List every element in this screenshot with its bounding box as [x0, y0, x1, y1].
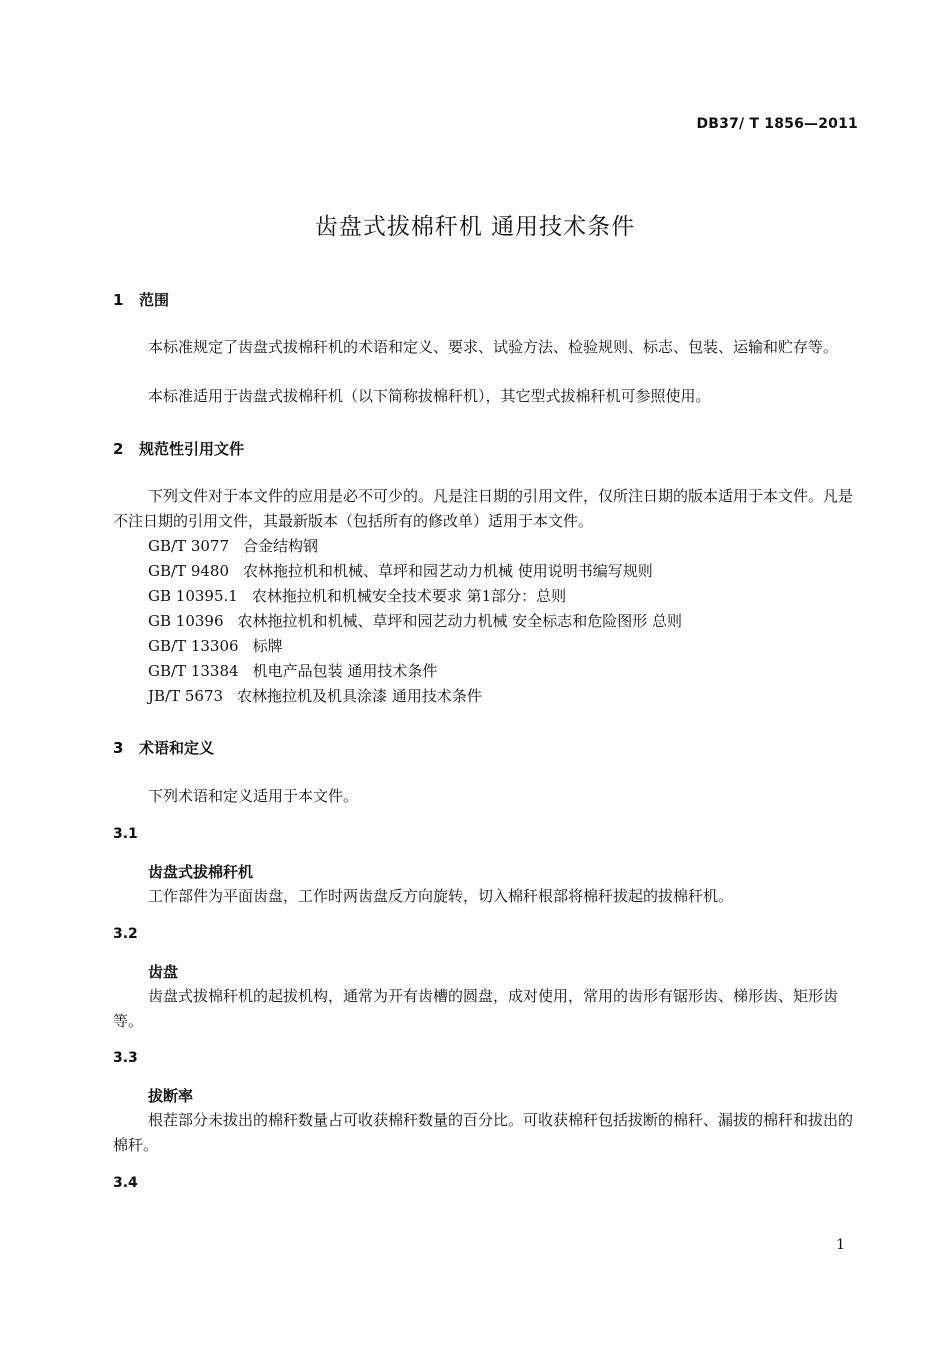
reference-code: JB/T 5673 — [148, 687, 224, 705]
reference-item — [148, 635, 283, 656]
section-heading-terms — [113, 737, 214, 758]
section-number: 3 — [113, 739, 124, 757]
standard-code: DB37/ T 1856—2011 — [696, 116, 858, 132]
normative-intro: 下列文件对于本文件的应用是必不可少的。凡是注日期的引用文件，仅所注日期的版本适用于本文件。凡是不注日期的引用文件，其最新版本（包括所有的修改单）适用于本文件。 — [113, 487, 854, 530]
reference-title: 农林拖拉机和机械、草坪和园艺动力机械 使用说明书编写规则 — [243, 562, 653, 580]
reference-item — [148, 560, 653, 581]
reference-item — [148, 685, 482, 706]
term-definition: 根茬部分未拔出的棉秆数量占可收获棉秆数量的百分比。可收获棉秆包括拔断的棉秆、漏拔的棉秆和拔出的棉秆。 — [113, 1111, 854, 1154]
terms-intro: 下列术语和定义适用于本文件。 — [148, 787, 359, 805]
reference-item — [148, 660, 437, 681]
scope-paragraph-1: 本标准规定了齿盘式拔棉秆机的术语和定义、要求、试验方法、检验规则、标志、包装、运输和贮存等。 — [148, 338, 839, 356]
reference-title: 农林拖拉机及机具涂漆 通用技术条件 — [237, 687, 482, 705]
section-title: 规范性引用文件 — [139, 440, 245, 458]
scope-paragraph-2: 本标准适用于齿盘式拔棉秆机（以下简称拔棉秆机），其它型式拔棉秆机可参照使用。 — [148, 387, 711, 405]
clause-number: 3.1 — [113, 826, 138, 842]
term-name: 拔断率 — [148, 1087, 194, 1105]
term-definition: 齿盘式拔棉秆机的起拔机构，通常为开有齿槽的圆盘，成对使用，常用的齿形有锯形齿、梯形齿、矩形齿等。 — [113, 987, 839, 1030]
clause-number: 3.2 — [113, 926, 138, 942]
reference-item — [148, 610, 682, 631]
reference-code: GB 10395.1 — [148, 587, 238, 605]
term-definition: 工作部件为平面齿盘，工作时两齿盘反方向旋转，切入棉秆根部将棉秆拔起的拔棉秆机。 — [148, 887, 734, 905]
reference-item — [148, 535, 318, 556]
reference-title: 标牌 — [252, 637, 283, 655]
page-number: 1 — [836, 1237, 845, 1253]
reference-code: GB/T 3077 — [148, 537, 230, 555]
reference-code: GB/T 9480 — [148, 562, 230, 580]
clause-number: 3.4 — [113, 1175, 138, 1191]
reference-title: 农林拖拉机和机械安全技术要求 第1部分：总则 — [251, 587, 567, 605]
section-heading-scope — [113, 289, 169, 310]
reference-title: 机电产品包装 通用技术条件 — [252, 662, 438, 680]
section-title: 术语和定义 — [139, 739, 215, 757]
reference-item — [148, 585, 566, 606]
clause-number: 3.3 — [113, 1050, 138, 1066]
section-number: 2 — [113, 440, 124, 458]
term-name: 齿盘式拔棉秆机 — [148, 863, 254, 881]
section-number: 1 — [113, 291, 124, 309]
reference-code: GB 10396 — [148, 612, 224, 630]
section-heading-normative — [113, 438, 244, 459]
reference-code: GB/T 13306 — [148, 637, 239, 655]
reference-title: 合金结构钢 — [243, 537, 319, 555]
term-name: 齿盘 — [148, 963, 179, 981]
reference-title: 农林拖拉机和机械、草坪和园艺动力机械 安全标志和危险图形 总则 — [237, 612, 683, 630]
document-title: 齿盘式拔棉秆机 通用技术条件 — [314, 214, 636, 240]
reference-code: GB/T 13384 — [148, 662, 239, 680]
section-title: 范围 — [139, 291, 170, 309]
